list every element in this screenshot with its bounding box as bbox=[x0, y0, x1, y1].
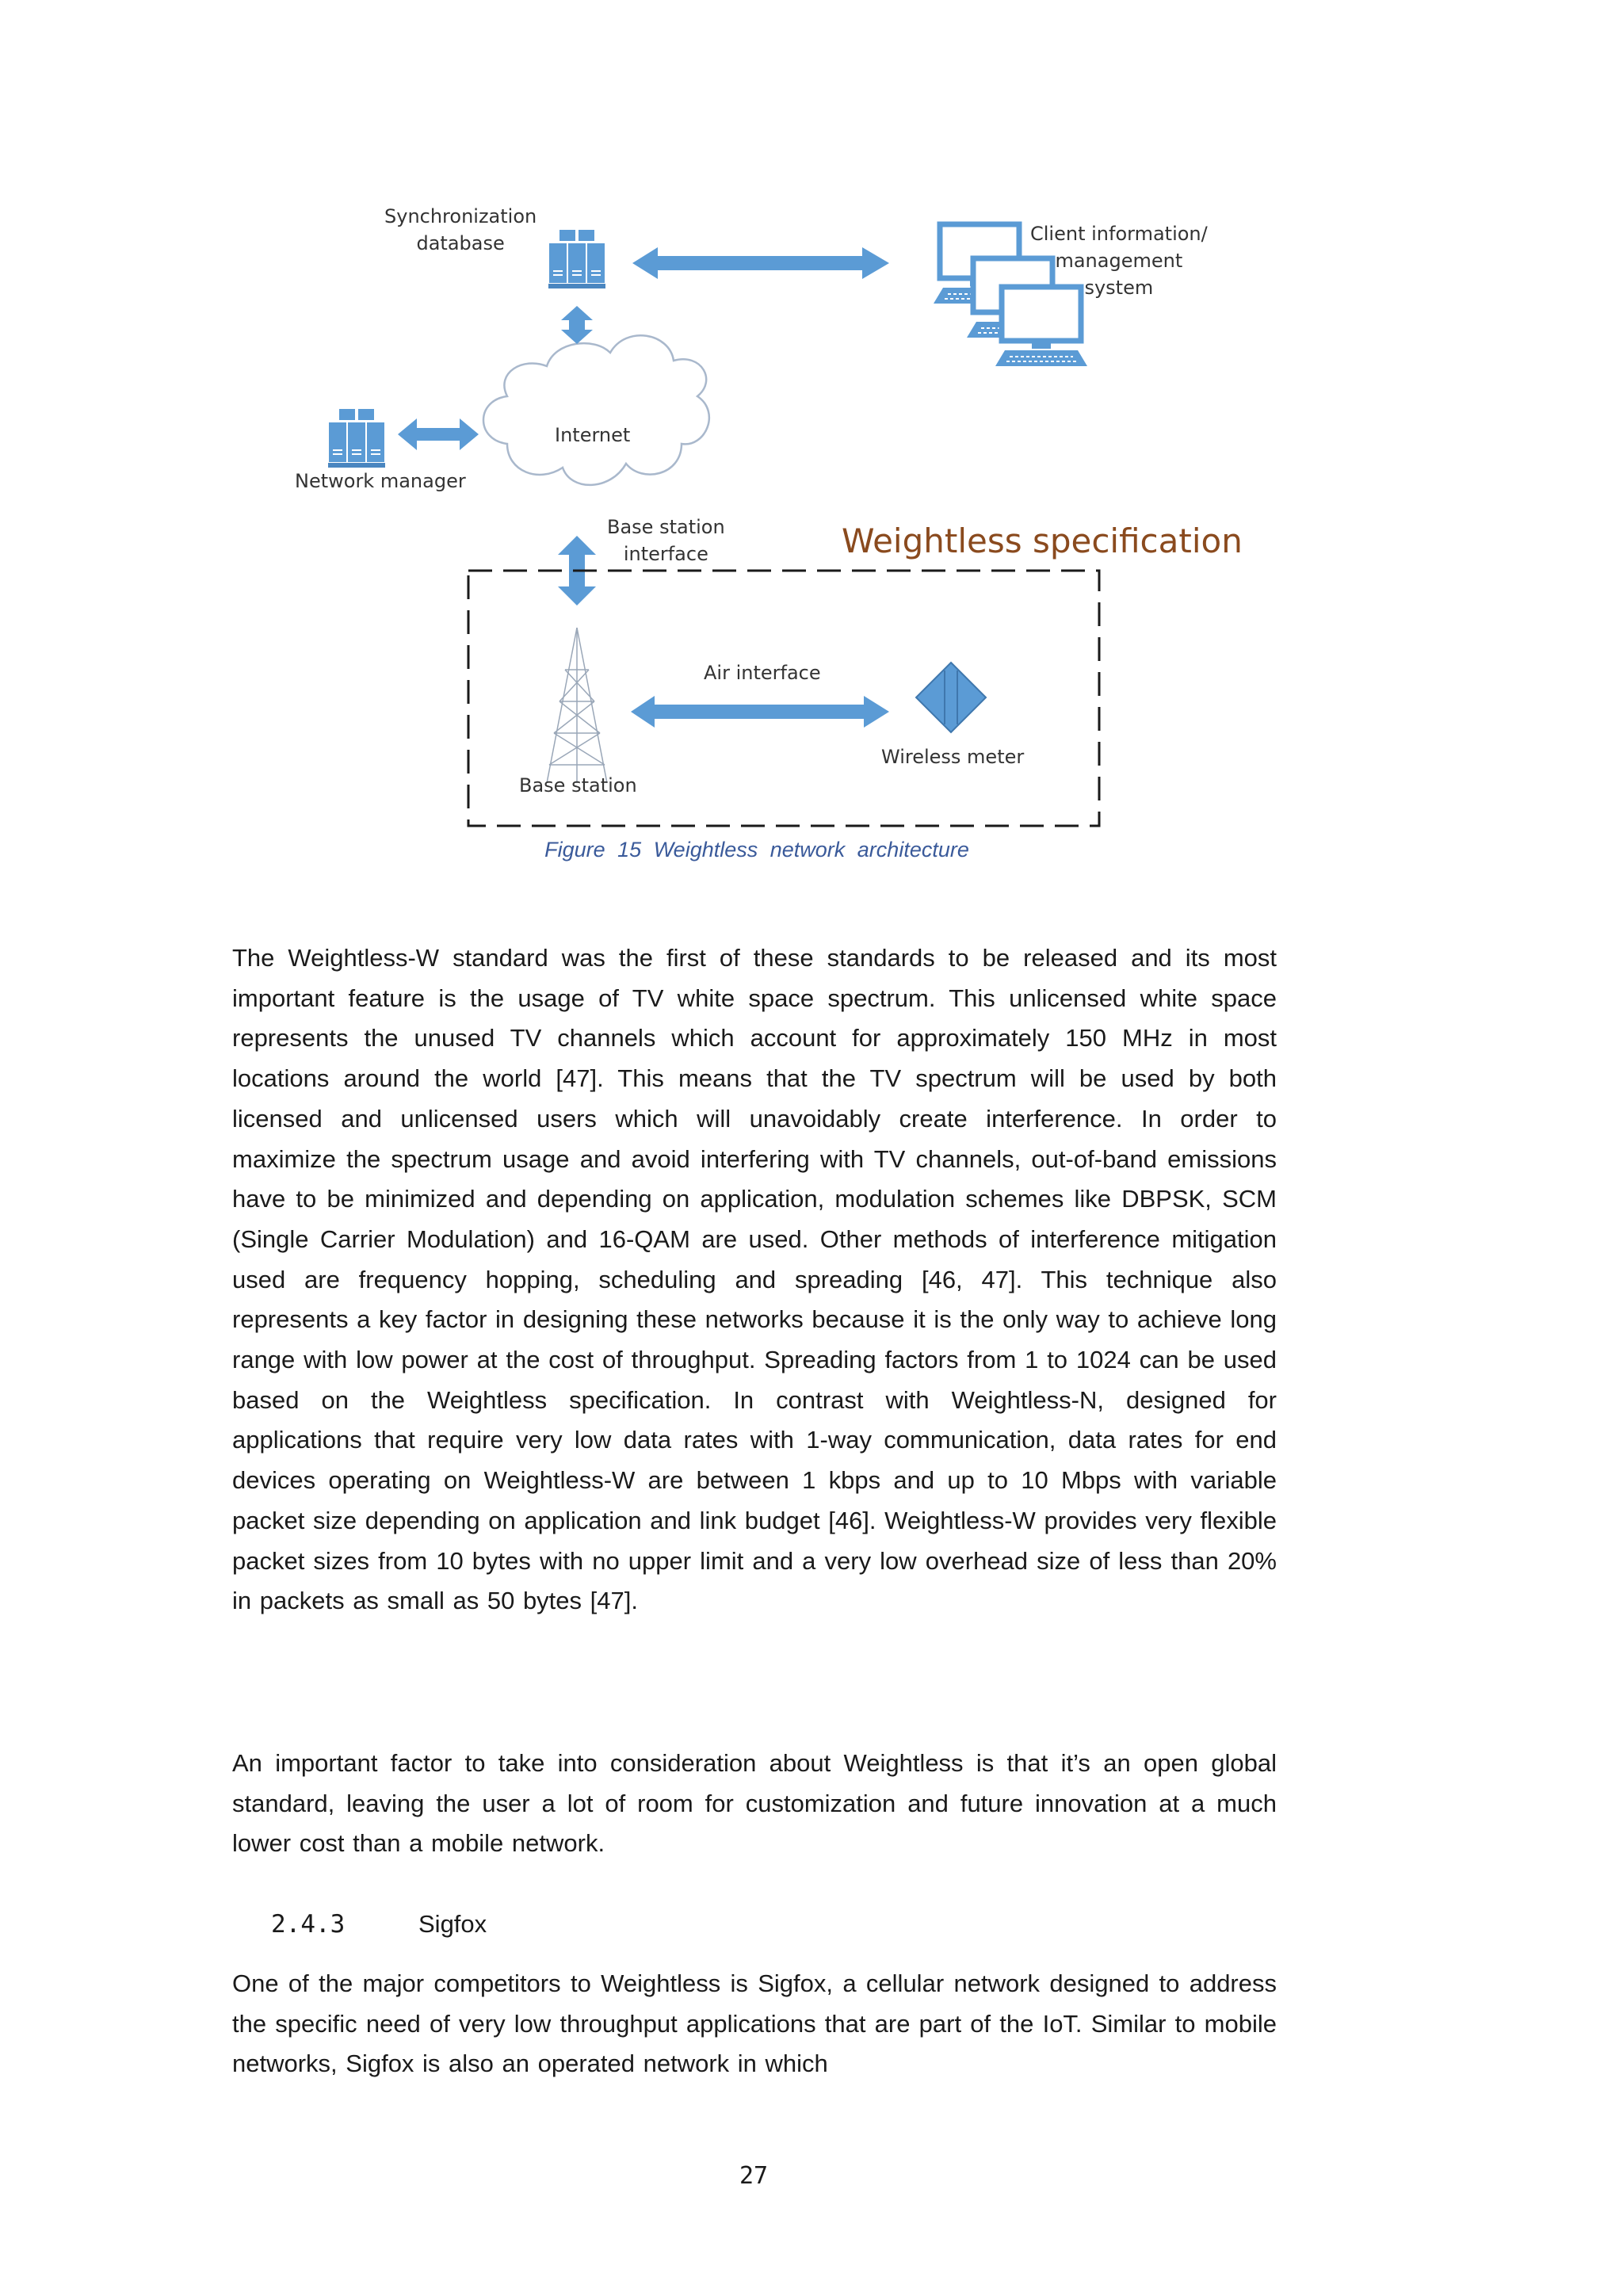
wireless-meter-label: Wireless meter bbox=[881, 746, 1025, 768]
client-label-line2: management bbox=[1055, 250, 1183, 272]
bs-interface-label-line1: Base station bbox=[607, 516, 725, 538]
paragraph-open-standard: An important factor to take into consideration about Weightless is that it’s an open global standard, leaving the user a lot of room for customization and future innovation at a much lower cost than a mobile network. bbox=[232, 1749, 1277, 1858]
paragraph-weightless-w: The Weightless-W standard was the first of these standards to be released and its most important feature is the usage of TV white space spectrum. This unlicensed white space represents the unused TV channels which account for approximately 150 MHz in most locations around the world [47]. This means that the TV spectrum will be used by both licensed and unlicensed users which will unavoidably create interference. In order to maximize the spectrum usage and avoid interfering with TV channels, out-of-band emissions have to be minimized and depending on application, modulation schemes like DBPSK, SCM (Single Carrier Modulation) and 16-QAM are used. Other methods of interference mitigation used are frequency hopping, scheduling and spreading [46, 47]. This technique also represents a key factor in designing these networks because it is the only way to achieve long range with low power at the cost of throughput. Spreading factors from 1 to 1024 can be used based on the Weightless specification. In contrast with Weightless-N, designed for applications that require very low data rates with 1-way communication, data rates for end devices operating on Weightless-W are between 1 kbps and up to 10 Mbps with variable packet size depending on application and link budget [46]. Weightless-W provides very flexible packet sizes from 10 bytes with no upper limit and a very low overhead size of less than 20% in packets as small as 50 bytes [47]. bbox=[232, 944, 1277, 1615]
server-icon bbox=[548, 230, 605, 288]
internet-label: Internet bbox=[555, 424, 631, 446]
sync-db-label-line1: Synchronization bbox=[384, 205, 537, 227]
figure-weightless-architecture bbox=[0, 0, 1623, 880]
server-icon bbox=[328, 409, 385, 468]
client-label-line1: Client information/ bbox=[1030, 223, 1208, 245]
client-label bbox=[1030, 220, 1208, 301]
sync-db-label-line2: database bbox=[416, 232, 505, 254]
bs-interface-label-line2: interface bbox=[623, 543, 708, 565]
network-manager-label: Network manager bbox=[295, 470, 466, 492]
cloud-icon bbox=[483, 335, 709, 485]
air-interface-label: Air interface bbox=[704, 662, 821, 684]
meter-icon bbox=[916, 663, 986, 732]
base-station-label: Base station bbox=[519, 774, 637, 797]
section-title: Sigfox bbox=[418, 1910, 487, 1938]
client-label-line3: system bbox=[1084, 277, 1154, 299]
paragraph-sigfox: One of the major competitors to Weightless is Sigfox, a cellular network designed to address the specific need of very low throughput applications that are part of the IoT. Similar to mobile networks, Sigfox is also an operated network in which bbox=[232, 1969, 1277, 2078]
spec-title: Weightless specification bbox=[842, 521, 1243, 560]
tower-icon bbox=[547, 628, 607, 783]
sync-db-label bbox=[384, 203, 537, 257]
section-heading bbox=[271, 1904, 487, 1944]
bs-interface-label bbox=[607, 514, 725, 567]
figure-caption: Figure 15 Weightless network architecture bbox=[544, 838, 969, 861]
page-number: 27 bbox=[739, 2162, 769, 2190]
network-diagram bbox=[0, 0, 1623, 880]
section-number: 2.4.3 bbox=[271, 1910, 346, 1939]
